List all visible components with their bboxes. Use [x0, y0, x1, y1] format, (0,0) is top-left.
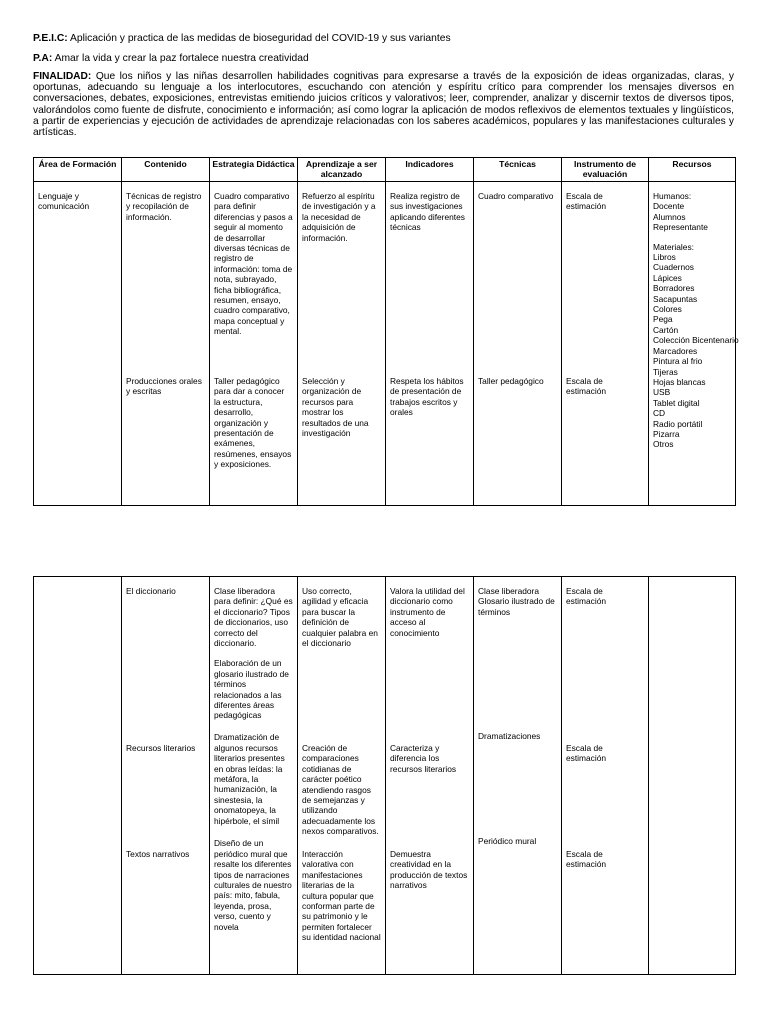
estrategia-cell: [210, 182, 298, 506]
peic-line: [33, 32, 734, 45]
tecnica-2: Taller pedagógico: [478, 376, 544, 386]
col-header-recursos: Recursos: [649, 158, 736, 182]
area-cell-empty: [34, 577, 122, 975]
col-header-aprendizaje: Aprendizaje a ser alcanzado: [298, 158, 386, 182]
instrumento-1: Escala de estimación: [566, 191, 607, 212]
table-row: [34, 182, 736, 506]
aprendizaje-cell: [298, 577, 386, 975]
contenido-cell: [122, 182, 210, 506]
col-header-estrategia: Estrategia Didáctica: [210, 158, 298, 182]
pa-text: Amar la vida y crear la paz fortalece nuestra creatividad: [54, 53, 309, 64]
estrategia-2: Dramatización de algunos recursos literarios presentes en obras leídas: la metáfora, la humanización, la sinestesia, la onomatopeya, la hipérbole, el símil: [214, 732, 285, 826]
estrategia-2: Taller pedagógico para dar a conocer la estructura, desarrollo, organización y presentación de exámenes, resúmenes, ensayos y exposiciones.: [214, 376, 292, 470]
contenido-2: Producciones orales y escritas: [126, 376, 202, 397]
tecnica-1: Clase liberadora Glosario ilustrado de términos: [478, 586, 555, 617]
instrumento-cell: [562, 182, 649, 506]
indicadores-cell: [386, 577, 474, 975]
recursos-cell: [649, 182, 739, 506]
estrategia-1b: Elaboración de un glosario ilustrado de términos relacionados a las diferentes áreas pedagógicas: [214, 658, 289, 721]
indicador-1: Valora la utilidad del diccionario como instrumento de acceso al conocimiento: [390, 586, 465, 638]
tecnicas-cell: [474, 577, 562, 975]
contenido-1: Técnicas de registro y recopilación de información.: [126, 191, 202, 222]
contenido-1: El diccionario: [126, 586, 176, 596]
planning-table-2: [33, 576, 736, 975]
tecnicas-cell: [474, 182, 562, 506]
indicador-3: Demuestra creatividad en la producción de textos narrativos: [390, 849, 468, 891]
contenido-cell: [122, 577, 210, 975]
instrumento-2: Escala de estimación: [566, 376, 607, 397]
peic-label: P.E.I.C:: [33, 33, 68, 44]
finalidad-paragraph: [33, 71, 734, 138]
tecnica-2: Dramatizaciones: [478, 731, 541, 741]
aprendizaje-2: Creación de comparaciones cotidianas de carácter poético atendiendo rasgos de semejanzas y utilizando adecuadamente los nexos comparativos.: [302, 743, 379, 837]
estrategia-cell: [210, 577, 298, 975]
peic-text: Aplicación y practica de las medidas de bioseguridad del COVID-19 y sus variantes: [70, 33, 451, 44]
col-header-instrumento: Instrumento de evaluación: [562, 158, 649, 182]
aprendizaje-1: Uso correcto, agilidad y eficacia para buscar la definición de cualquier palabra en el diccionario: [302, 586, 378, 649]
estrategia-3: Diseño de un periódico mural que resalte los diferentes tipos de narraciones culturales de nuestro país: mito, fabula, leyenda, prosa, verso, cuento y novela: [214, 838, 292, 932]
pa-line: [33, 52, 734, 65]
col-header-area: Área de Formación: [34, 158, 122, 182]
aprendizaje-cell: [298, 182, 386, 506]
recursos-materiales: Materiales: Libros Cuadernos Lápices Borradores Sacapuntas Colores Pega Cartón Colección Bicentenario Marcadores Pintura al frio Tijeras Hojas blancas USB Tablet digital CD Radio portátil Pizarra Otros: [653, 241, 739, 450]
estrategia-1: Cuadro comparativo para definir diferencias y pasos a seguir al momento de desarrollar diversas técnicas de registro de información: toma de nota, subrayado, ficha bibliográfica, resumen, ensayo, cuadro comparativo, mapa conceptual y mental.: [214, 191, 293, 337]
indicador-2: Caracteriza y diferencia los recursos literarios: [390, 743, 457, 774]
instrumento-cell: [562, 577, 649, 975]
planning-table-1: [33, 157, 739, 506]
estrategia-1a: Clase liberadora para definir: ¿Qué es el diccionario? Tipos de diccionarios, uso correcto del diccionario.: [214, 586, 293, 649]
tecnica-1: Cuadro comparativo: [478, 191, 554, 201]
indicadores-cell: [386, 182, 474, 506]
col-header-indicadores: Indicadores: [386, 158, 474, 182]
indicador-1: Realiza registro de sus investigaciones aplicando diferentes técnicas: [390, 191, 465, 233]
aprendizaje-1: Refuerzo al espíritu de investigación y a la necesidad de adquisición de información.: [302, 191, 376, 243]
aprendizaje-2: Selección y organización de recursos para mostrar los resultados de una investigación: [302, 376, 369, 439]
area-text: Lenguaje y comunicación: [38, 191, 90, 212]
table-row: [34, 577, 736, 975]
col-header-contenido: Contenido: [122, 158, 210, 182]
table-header-row: [34, 158, 736, 182]
area-cell: [34, 182, 122, 506]
tecnica-3: Periódico mural: [478, 836, 537, 846]
pa-label: P.A:: [33, 53, 53, 64]
recursos-humanos: Humanos: Docente Alumnos Representante: [653, 191, 708, 233]
instrumento-2: Escala de estimación: [566, 743, 607, 764]
finalidad-label: FINALIDAD:: [33, 71, 92, 82]
contenido-2: Recursos literarios: [126, 743, 196, 753]
col-header-tecnicas: Técnicas: [474, 158, 562, 182]
instrumento-1: Escala de estimación: [566, 586, 607, 607]
recursos-cell-empty: [649, 577, 736, 975]
contenido-3: Textos narrativos: [126, 849, 190, 859]
instrumento-3: Escala de estimación: [566, 849, 607, 870]
indicador-2: Respeta los hábitos de presentación de trabajos escritos y orales: [390, 376, 464, 418]
aprendizaje-3: Interacción valorativa con manifestaciones literarias de la cultura popular que conforman parte de su patrimonio y le permiten fortalecer su identidad nacional: [302, 849, 381, 943]
finalidad-text: Que los niños y las niñas desarrollen habilidades cognitivas para expresarse a través de la exposición de ideas organizadas, claras, y oportunas, adecuando su lenguaje a los interlocutores, escuchando con atención y espíritu crítico para comprender los mensajes diversos en conversaciones, debates, exposiciones, entrevistas emitiendo juicios críticos y valorativos; leer, comprender, analizar y discernir textos de diversos tipos, valorándolos como fuente de disfrute, conocimiento e información; así como lograr la aplicación de modos reflexivos de elementos textuales y lingüísticos, a partir de experiencias y ejecución de actividades de aprendizaje relacionadas con los saberes académicos, populares y las manifestaciones culturales y artísticas.: [33, 71, 734, 139]
